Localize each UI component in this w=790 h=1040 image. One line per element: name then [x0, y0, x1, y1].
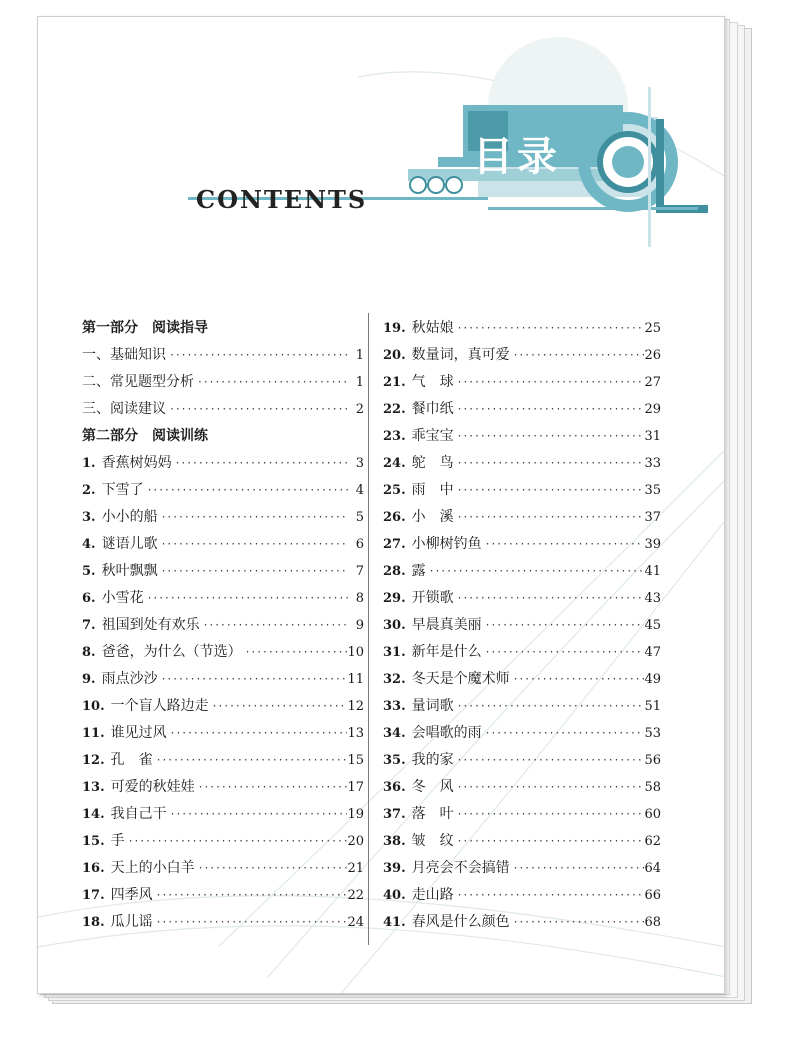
toc-entry[interactable]	[383, 801, 661, 828]
toc-dot-leader	[482, 639, 645, 666]
toc-entry-title: 爸爸，为什么（节选）	[101, 644, 242, 660]
toc-section-heading	[82, 315, 364, 342]
toc-entry-title: 一个盲人路边走	[110, 698, 209, 714]
toc-entry-page: 11	[347, 672, 364, 687]
toc-dot-leader	[454, 315, 645, 342]
toc-entry[interactable]	[82, 558, 364, 585]
toc-entry-number: 32.	[383, 672, 406, 687]
contents-heading: CONTENTS	[196, 185, 368, 214]
toc-entry-page: 6	[355, 537, 364, 552]
toc-entry-number: 3.	[82, 510, 96, 525]
toc-entry-number: 18.	[82, 915, 105, 930]
toc-entry-title: 香蕉树妈妈	[101, 455, 172, 471]
toc-entry-page: 35	[644, 483, 661, 498]
toc-dot-leader	[426, 558, 645, 585]
toc-entry-page: 17	[347, 780, 364, 795]
toc-entry-number: 21.	[383, 375, 406, 390]
toc-right-column	[383, 315, 661, 936]
toc-entry-title: 天上的小白羊	[110, 860, 195, 876]
toc-entry-title: 二、常见题型分析	[82, 374, 194, 390]
toc-dot-leader	[194, 369, 348, 396]
toc-dot-leader	[125, 828, 348, 855]
toc-entry-page: 37	[644, 510, 661, 525]
toc-dot-leader	[482, 720, 645, 747]
toc-entry-title: 谜语儿歌	[101, 536, 158, 552]
toc-entry[interactable]	[82, 882, 364, 909]
toc-entry-title: 小柳树钓鱼	[411, 536, 482, 552]
toc-entry-page: 7	[355, 564, 364, 579]
toc-entry[interactable]	[383, 774, 661, 801]
toc-entry-title: 瓜儿谣	[110, 914, 153, 930]
toc-entry-number: 41.	[383, 915, 406, 930]
toc-entry[interactable]	[82, 531, 364, 558]
toc-entry-number: 40.	[383, 888, 406, 903]
toc-entry-number: 29.	[383, 591, 406, 606]
toc-dot-leader	[242, 639, 348, 666]
toc-entry[interactable]	[383, 666, 661, 693]
toc-entry-page: 43	[644, 591, 661, 606]
toc-entry-title: 餐巾纸	[411, 401, 454, 417]
toc-entry[interactable]	[82, 504, 364, 531]
toc-entry-title: 一、基础知识	[82, 347, 166, 363]
toc-entry-number: 8.	[82, 645, 96, 660]
section-part-label: 第二部分	[82, 428, 138, 444]
toc-entry[interactable]	[82, 396, 364, 423]
toc-dot-leader	[454, 450, 645, 477]
toc-entry-number: 19.	[383, 321, 406, 336]
section-title: 阅读指导	[152, 320, 208, 336]
toc-entry[interactable]	[82, 369, 364, 396]
toc-entry-number: 17.	[82, 888, 105, 903]
toc-entry[interactable]	[383, 612, 661, 639]
toc-entry-page: 1	[355, 348, 364, 363]
toc-entry[interactable]	[82, 477, 364, 504]
toc-entry-number: 27.	[383, 537, 406, 552]
toc-entry-number: 11.	[82, 726, 105, 741]
toc-entry[interactable]	[383, 909, 661, 936]
toc-entry-title: 谁见过风	[110, 725, 167, 741]
toc-entry[interactable]	[82, 747, 364, 774]
toc-entry[interactable]	[383, 504, 661, 531]
toc-dot-leader	[166, 342, 348, 369]
toc-entry-page: 20	[347, 834, 364, 849]
toc-entry-number: 22.	[383, 402, 406, 417]
toc-entry-page: 3	[355, 456, 364, 471]
toc-entry[interactable]	[82, 801, 364, 828]
toc-entry-number: 4.	[82, 537, 96, 552]
toc-entry-title: 下雪了	[101, 482, 144, 498]
toc-entry-title: 落 叶	[411, 806, 454, 822]
toc-entry[interactable]	[383, 342, 661, 369]
section-title: 阅读训练	[152, 428, 208, 444]
toc-dot-leader	[158, 531, 348, 558]
toc-dot-leader	[454, 369, 645, 396]
toc-dot-leader	[510, 909, 645, 936]
toc-entry-page: 49	[644, 672, 661, 687]
toc-entry-title: 鸵 鸟	[411, 455, 454, 471]
toc-entry[interactable]	[383, 828, 661, 855]
column-divider	[368, 313, 369, 945]
toc-entry[interactable]	[383, 855, 661, 882]
toc-entry-title: 数量词，真可爱	[411, 347, 510, 363]
toc-entry-page: 12	[347, 699, 364, 714]
toc-entry[interactable]	[82, 612, 364, 639]
toc-entry[interactable]	[82, 693, 364, 720]
toc-entry-title: 秋姑娘	[411, 320, 454, 336]
toc-entry-number: 24.	[383, 456, 406, 471]
toc-entry-page: 15	[347, 753, 364, 768]
toc-entry-number: 35.	[383, 753, 406, 768]
toc-entry-number: 9.	[82, 672, 96, 687]
toc-entry-number: 5.	[82, 564, 96, 579]
toc-entry-title: 早晨真美丽	[411, 617, 482, 633]
toc-entry-page: 26	[644, 348, 661, 363]
toc-entry-number: 2.	[82, 483, 96, 498]
toc-entry-title: 三、阅读建议	[82, 401, 166, 417]
toc-dot-leader	[454, 828, 645, 855]
header-ornament	[188, 87, 708, 247]
toc-entry-number: 10.	[82, 699, 105, 714]
toc-entry-title: 雨点沙沙	[101, 671, 158, 687]
toc-entry-title: 量词歌	[411, 698, 454, 714]
toc-entry-page: 53	[644, 726, 661, 741]
toc-dot-leader	[153, 747, 348, 774]
toc-entry-title: 四季风	[110, 887, 153, 903]
toc-entry-number: 36.	[383, 780, 406, 795]
toc-entry-page: 8	[355, 591, 364, 606]
toc-entry-page: 22	[347, 888, 364, 903]
toc-entry-number: 13.	[82, 780, 105, 795]
toc-dot-leader	[482, 612, 645, 639]
toc-entry-page: 60	[644, 807, 661, 822]
toc-entry-number: 26.	[383, 510, 406, 525]
toc-entry-number: 34.	[383, 726, 406, 741]
toc-entry-title: 我的家	[411, 752, 454, 768]
toc-entry[interactable]	[82, 342, 364, 369]
toc-dot-leader	[482, 531, 645, 558]
toc-entry-number: 38.	[383, 834, 406, 849]
toc-dot-leader	[510, 855, 645, 882]
toc-dot-leader	[195, 774, 348, 801]
toc-entry-page: 39	[644, 537, 661, 552]
toc-dot-leader	[454, 423, 645, 450]
toc-entry-number: 14.	[82, 807, 105, 822]
toc-entry-page: 19	[347, 807, 364, 822]
toc-entry-title: 小小的船	[101, 509, 158, 525]
toc-entry[interactable]	[383, 720, 661, 747]
toc-entry-page: 24	[347, 915, 364, 930]
toc-entry-page: 31	[644, 429, 661, 444]
toc-entry-number: 33.	[383, 699, 406, 714]
toc-dot-leader	[454, 774, 645, 801]
toc-entry-number: 20.	[383, 348, 406, 363]
toc-entry[interactable]	[383, 396, 661, 423]
toc-dot-leader	[144, 585, 348, 612]
toc-entry-number: 28.	[383, 564, 406, 579]
section-part-label: 第一部分	[82, 320, 138, 336]
toc-entry[interactable]	[383, 693, 661, 720]
toc-entry-page: 9	[355, 618, 364, 633]
toc-dot-leader	[454, 396, 645, 423]
mulu-heading: 目录	[473, 134, 561, 180]
toc-entry-title: 秋叶飘飘	[101, 563, 158, 579]
toc-entry-title: 手	[110, 833, 125, 849]
toc-entry-number: 39.	[383, 861, 406, 876]
toc-entry-title: 皱 纹	[411, 833, 454, 849]
toc-entry[interactable]	[383, 450, 661, 477]
toc-entry[interactable]	[383, 558, 661, 585]
toc-entry-title: 新年是什么	[411, 644, 482, 660]
toc-entry-page: 25	[644, 321, 661, 336]
toc-entry-title: 雨 中	[411, 482, 454, 498]
toc-entry[interactable]	[82, 585, 364, 612]
toc-entry[interactable]	[82, 828, 364, 855]
toc-entry-page: 13	[347, 726, 364, 741]
toc-entry-title: 冬 风	[411, 779, 454, 795]
toc-entry-title: 走山路	[411, 887, 454, 903]
toc-entry-title: 小雪花	[101, 590, 144, 606]
toc-entry-page: 41	[644, 564, 661, 579]
toc-entry-page: 1	[355, 375, 364, 390]
toc-entry-title: 可爱的秋娃娃	[110, 779, 195, 795]
toc-entry-title: 祖国到处有欢乐	[101, 617, 200, 633]
toc-entry[interactable]	[82, 639, 364, 666]
toc-dot-leader	[144, 477, 348, 504]
toc-entry[interactable]	[82, 720, 364, 747]
toc-left-column	[82, 315, 364, 936]
toc-entry-page: 10	[347, 645, 364, 660]
toc-dot-leader	[454, 504, 645, 531]
toc-dot-leader	[195, 855, 348, 882]
toc-entry-page: 68	[644, 915, 661, 930]
toc-dot-leader	[153, 909, 348, 936]
toc-entry[interactable]	[383, 639, 661, 666]
toc-entry[interactable]	[383, 585, 661, 612]
toc-entry-title: 小 溪	[411, 509, 454, 525]
toc-entry-number: 25.	[383, 483, 406, 498]
toc-entry-page: 29	[644, 402, 661, 417]
toc-entry-page: 66	[644, 888, 661, 903]
toc-dot-leader	[454, 801, 645, 828]
toc-entry-page: 21	[347, 861, 364, 876]
toc-entry-page: 64	[644, 861, 661, 876]
toc-entry-page: 33	[644, 456, 661, 471]
toc-dot-leader	[200, 612, 348, 639]
toc-entry-number: 12.	[82, 753, 105, 768]
toc-entry[interactable]	[82, 450, 364, 477]
toc-entry-page: 2	[355, 402, 364, 417]
toc-dot-leader	[167, 801, 348, 828]
toc-entry[interactable]	[383, 882, 661, 909]
toc-entry-title: 会唱歌的雨	[411, 725, 482, 741]
toc-dot-leader	[510, 666, 645, 693]
toc-dot-leader	[454, 747, 645, 774]
toc-dot-leader	[454, 585, 645, 612]
toc-entry-title: 开锁歌	[411, 590, 454, 606]
toc-dot-leader	[158, 558, 348, 585]
toc-dot-leader	[158, 666, 348, 693]
book-page	[37, 16, 725, 994]
toc-entry-page: 58	[644, 780, 661, 795]
toc-dot-leader	[167, 720, 348, 747]
toc-entry-number: 37.	[383, 807, 406, 822]
toc-entry-title: 我自己干	[110, 806, 167, 822]
toc-entry-number: 23.	[383, 429, 406, 444]
toc-section-heading	[82, 423, 364, 450]
toc-entry-number: 15.	[82, 834, 105, 849]
toc-entry[interactable]	[383, 531, 661, 558]
toc-entry-page: 62	[644, 834, 661, 849]
toc-entry[interactable]	[383, 423, 661, 450]
toc-dot-leader	[166, 396, 348, 423]
toc-entry[interactable]	[383, 369, 661, 396]
toc-entry-title: 露	[411, 563, 426, 579]
toc-entry-page: 45	[644, 618, 661, 633]
toc-dot-leader	[510, 342, 645, 369]
toc-entry[interactable]	[82, 855, 364, 882]
toc-entry-title: 月亮会不会搞错	[411, 860, 510, 876]
toc-entry[interactable]	[82, 666, 364, 693]
toc-entry[interactable]	[383, 315, 661, 342]
toc-entry-page: 51	[644, 699, 661, 714]
toc-entry-number: 1.	[82, 456, 96, 471]
toc-dot-leader	[454, 882, 645, 909]
toc-dot-leader	[209, 693, 348, 720]
toc-entry-number: 6.	[82, 591, 96, 606]
toc-entry-page: 5	[355, 510, 364, 525]
toc-entry-page: 4	[355, 483, 364, 498]
toc-dot-leader	[153, 882, 348, 909]
toc-entry-number: 16.	[82, 861, 105, 876]
toc-entry-title: 气 球	[411, 374, 454, 390]
toc-entry[interactable]	[82, 909, 364, 936]
toc-entry-page: 56	[644, 753, 661, 768]
toc-entry-number: 31.	[383, 645, 406, 660]
toc-entry-title: 乖宝宝	[411, 428, 454, 444]
toc-entry[interactable]	[82, 774, 364, 801]
toc-entry-title: 冬天是个魔术师	[411, 671, 510, 687]
toc-dot-leader	[172, 450, 348, 477]
toc-dot-leader	[454, 477, 645, 504]
toc-entry-page: 27	[644, 375, 661, 390]
toc-entry-title: 孔 雀	[110, 752, 153, 768]
toc-dot-leader	[454, 693, 645, 720]
toc-entry-number: 30.	[383, 618, 406, 633]
toc-dot-leader	[158, 504, 348, 531]
toc-entry[interactable]	[383, 747, 661, 774]
toc-entry[interactable]	[383, 477, 661, 504]
toc-entry-number: 7.	[82, 618, 96, 633]
toc-entry-page: 47	[644, 645, 661, 660]
toc-entry-title: 春风是什么颜色	[411, 914, 510, 930]
